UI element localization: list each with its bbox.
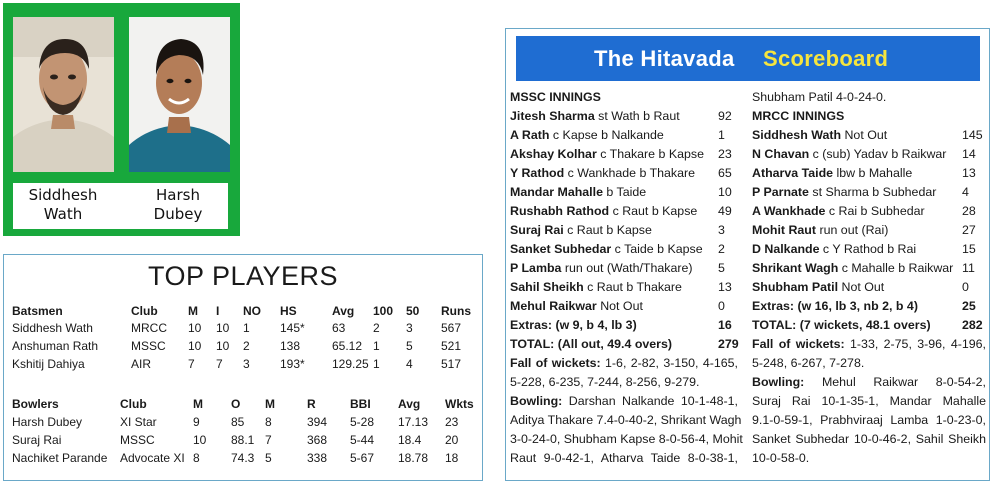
line-text: c Raut b Kapse bbox=[609, 204, 698, 218]
cell: 7 bbox=[265, 433, 272, 447]
cell: 368 bbox=[307, 433, 328, 447]
scoreboard-line bbox=[510, 240, 738, 259]
scoreboard-box bbox=[505, 28, 990, 481]
line-bold: D Nalkande bbox=[752, 242, 820, 256]
cell: 3 bbox=[243, 357, 250, 371]
scoreboard-banner bbox=[516, 36, 980, 81]
cell: Advocate XI bbox=[120, 451, 185, 465]
cell: MRCC bbox=[131, 321, 167, 335]
line-value: 1 bbox=[718, 128, 725, 142]
line-bold: TOTAL: (All out, 49.4 overs) bbox=[510, 337, 673, 351]
scoreboard-line bbox=[510, 202, 738, 221]
line-bold: Mohit Raut bbox=[752, 223, 817, 237]
cell: 145* bbox=[280, 321, 305, 335]
cell: 74.3 bbox=[231, 451, 255, 465]
cell: 129.25 bbox=[332, 357, 369, 371]
scoreboard-line bbox=[752, 297, 986, 316]
line-text: 1-33, 2-75, 3-96, 4-196, bbox=[844, 337, 986, 351]
cell: 1 bbox=[373, 339, 380, 353]
cell: 5 bbox=[406, 339, 413, 353]
line-value: 11 bbox=[962, 261, 975, 275]
player-names-card bbox=[13, 183, 228, 229]
line-bold: Y Rathod bbox=[510, 166, 565, 180]
line-value: 0 bbox=[962, 280, 969, 294]
line-text: Darshan Nalkande 10-1-48-1, bbox=[562, 394, 738, 408]
cell: 1 bbox=[243, 321, 250, 335]
scoreboard-line bbox=[752, 126, 986, 145]
line-value: 2 bbox=[718, 242, 725, 256]
batsmen-header-row bbox=[4, 302, 482, 320]
cell: XI Star bbox=[120, 415, 157, 429]
line-bold: N Chavan bbox=[752, 147, 810, 161]
line-value: 14 bbox=[962, 147, 976, 161]
line-value: 16 bbox=[718, 318, 732, 332]
line-bold: Extras: (w 9, b 4, lb 3) bbox=[510, 318, 637, 332]
line-text: 5-248, 6-267, 7-278. bbox=[752, 356, 865, 370]
line-text: c Kapse b Nalkande bbox=[549, 128, 664, 142]
line-value: 27 bbox=[962, 223, 976, 237]
cell: Siddhesh Wath bbox=[12, 321, 93, 335]
scoreboard-line bbox=[752, 335, 986, 354]
line-bold: Atharva Taide bbox=[752, 166, 834, 180]
line-bold: MSSC INNINGS bbox=[510, 90, 601, 104]
line-value: 0 bbox=[718, 299, 725, 313]
scoreboard-line bbox=[510, 411, 742, 430]
scoreboard-line bbox=[752, 411, 986, 430]
line-bold: Shubham Patil bbox=[752, 280, 839, 294]
line-text: 3-0-24-0, Shubham Kapse 8-0-56-4, Mohit bbox=[510, 432, 743, 446]
line-text: run out (Wath/Thakare) bbox=[561, 261, 693, 275]
cell: I bbox=[216, 304, 220, 318]
line-bold: Akshay Kolhar bbox=[510, 147, 597, 161]
top-players-box bbox=[3, 254, 483, 481]
line-bold: Bowling: bbox=[752, 375, 805, 389]
line-bold: Fall of wickets: bbox=[752, 337, 845, 351]
line-bold: Suraj Rai bbox=[510, 223, 564, 237]
cell: Avg bbox=[332, 304, 355, 318]
line-text: lbw b Mahalle bbox=[833, 166, 913, 180]
cell: 17.13 bbox=[398, 415, 429, 429]
line-text: c Mahalle b Raikwar bbox=[838, 261, 954, 275]
line-value: 10 bbox=[718, 185, 732, 199]
scoreboard-line bbox=[510, 297, 738, 316]
scoreboard-line bbox=[752, 107, 986, 126]
cell: 63 bbox=[332, 321, 346, 335]
scoreboard-line bbox=[510, 278, 738, 297]
player-name-2: Harsh Dubey bbox=[153, 186, 203, 223]
scoreboard-line bbox=[510, 354, 738, 373]
bowlers-row bbox=[4, 449, 482, 467]
siddhesh-wath-photo bbox=[13, 17, 114, 172]
line-value: 28 bbox=[962, 204, 976, 218]
cell: 5 bbox=[265, 451, 272, 465]
cell: 5-28 bbox=[350, 415, 375, 429]
cell: HS bbox=[280, 304, 297, 318]
line-value: 282 bbox=[962, 318, 983, 332]
cell: 8 bbox=[193, 451, 200, 465]
batsmen-row bbox=[4, 319, 482, 337]
line-bold: Sahil Sheikh bbox=[510, 280, 584, 294]
cell: 9 bbox=[193, 415, 200, 429]
cell: M bbox=[193, 397, 203, 411]
scoreboard-line bbox=[752, 430, 986, 449]
scoreboard-title-part2: Scoreboard bbox=[763, 46, 889, 71]
cell: M bbox=[188, 304, 198, 318]
line-text: Sanket Subhedar 10-0-46-2, Sahil Sheikh bbox=[752, 432, 986, 446]
line-bold: Mehul Raikwar bbox=[510, 299, 597, 313]
line-text: c Raut b Kapse bbox=[563, 223, 652, 237]
scoreboard-line bbox=[752, 221, 986, 240]
cell: Batsmen bbox=[12, 304, 63, 318]
line-text: c (sub) Yadav b Raikwar bbox=[809, 147, 947, 161]
cell: Bowlers bbox=[12, 397, 59, 411]
cell: 23 bbox=[445, 415, 459, 429]
line-text: run out (Rai) bbox=[816, 223, 889, 237]
cell: Anshuman Rath bbox=[12, 339, 99, 353]
scoreboard-line bbox=[510, 221, 738, 240]
cell: BBI bbox=[350, 397, 371, 411]
harsh-dubey-photo bbox=[129, 17, 230, 172]
scoreboard-line bbox=[510, 316, 738, 335]
scoreboard-line bbox=[510, 449, 738, 468]
line-text: Shubham Patil 4-0-24-0. bbox=[752, 90, 887, 104]
scoreboard-line bbox=[752, 202, 986, 221]
scoreboard-line bbox=[752, 259, 986, 278]
line-value: 13 bbox=[718, 280, 732, 294]
cell: 5-67 bbox=[350, 451, 375, 465]
line-bold: A Rath bbox=[510, 128, 550, 142]
line-value: 3 bbox=[718, 223, 725, 237]
cell: NO bbox=[243, 304, 261, 318]
line-text: 1-6, 2-82, 3-150, 4-165, bbox=[600, 356, 738, 370]
cell: 10 bbox=[188, 339, 202, 353]
siddhesh-wath-portrait bbox=[13, 17, 114, 172]
harsh-dubey-portrait bbox=[129, 17, 230, 172]
line-bold: Rushabh Rathod bbox=[510, 204, 610, 218]
scoreboard-line bbox=[752, 164, 986, 183]
line-value: 49 bbox=[718, 204, 732, 218]
cell: MSSC bbox=[120, 433, 155, 447]
line-bold: Jitesh Sharma bbox=[510, 109, 595, 123]
line-value: 65 bbox=[718, 166, 732, 180]
scoreboard-line bbox=[510, 107, 738, 126]
cell: MSSC bbox=[131, 339, 166, 353]
bowlers-row bbox=[4, 413, 482, 431]
scoreboard-line bbox=[510, 164, 738, 183]
line-value: 13 bbox=[962, 166, 976, 180]
scoreboard-line bbox=[510, 335, 738, 354]
line-bold: Mandar Mahalle bbox=[510, 185, 603, 199]
cell: Nachiket Parande bbox=[12, 451, 108, 465]
line-value: 4 bbox=[962, 185, 969, 199]
line-value: 15 bbox=[962, 242, 976, 256]
cell: 138 bbox=[280, 339, 301, 353]
cell: 85 bbox=[231, 415, 245, 429]
cell: 5-44 bbox=[350, 433, 375, 447]
cell: Harsh Dubey bbox=[12, 415, 83, 429]
line-bold: Fall of wickets: bbox=[510, 356, 601, 370]
line-bold: Extras: (w 16, lb 3, nb 2, b 4) bbox=[752, 299, 918, 313]
scoreboard-line bbox=[510, 88, 738, 107]
scoreboard-line bbox=[510, 259, 738, 278]
cell: 3 bbox=[406, 321, 413, 335]
line-value: 5 bbox=[718, 261, 725, 275]
cell: 88.1 bbox=[231, 433, 255, 447]
line-text: 9.1-0-59-1, Prabhviraaj Lamba 1-0-23-0, bbox=[752, 413, 986, 427]
line-text: c Wankhade b Thakare bbox=[564, 166, 696, 180]
cell: 18.4 bbox=[398, 433, 422, 447]
line-text: st Sharma b Subhedar bbox=[808, 185, 937, 199]
line-bold: Bowling: bbox=[510, 394, 563, 408]
scoreboard-line bbox=[752, 392, 986, 411]
line-text: c Thakare b Kapse bbox=[596, 147, 704, 161]
line-text: 5-228, 6-235, 7-244, 8-256, 9-279. bbox=[510, 375, 700, 389]
line-value: 23 bbox=[718, 147, 732, 161]
scoreboard-line bbox=[752, 373, 986, 392]
cell: 10 bbox=[216, 339, 230, 353]
scoreboard-line bbox=[510, 126, 738, 145]
line-text: Not Out bbox=[838, 280, 885, 294]
cell: 338 bbox=[307, 451, 328, 465]
cell: 20 bbox=[445, 433, 459, 447]
cell: 10 bbox=[188, 321, 202, 335]
cell: Suraj Rai bbox=[12, 433, 62, 447]
scoreboard-line bbox=[752, 354, 986, 373]
scoreboard-line bbox=[752, 316, 986, 335]
cell: 7 bbox=[188, 357, 195, 371]
cell: Runs bbox=[441, 304, 471, 318]
scoreboard-line bbox=[752, 145, 986, 164]
line-text: Suraj Rai 10-1-35-1, Mandar Mahalle bbox=[752, 394, 986, 408]
cell: Wkts bbox=[445, 397, 474, 411]
cell: Avg bbox=[398, 397, 421, 411]
scoreboard-line bbox=[752, 449, 986, 468]
cell: 7 bbox=[216, 357, 223, 371]
line-text: c Y Rathod b Rai bbox=[819, 242, 917, 256]
cell: 100 bbox=[373, 304, 394, 318]
cell: 567 bbox=[441, 321, 462, 335]
cell: R bbox=[307, 397, 316, 411]
line-bold: Shrikant Wagh bbox=[752, 261, 839, 275]
line-value: 145 bbox=[962, 128, 983, 142]
line-text: st Wath b Raut bbox=[594, 109, 680, 123]
cell: 2 bbox=[243, 339, 250, 353]
line-bold: P Parnate bbox=[752, 185, 809, 199]
line-text: Not Out bbox=[841, 128, 888, 142]
line-bold: Siddhesh Wath bbox=[752, 128, 842, 142]
cell: 521 bbox=[441, 339, 462, 353]
bowlers-header-row bbox=[4, 395, 482, 413]
cell: 193* bbox=[280, 357, 305, 371]
cell: 394 bbox=[307, 415, 328, 429]
cell: Kshitij Dahiya bbox=[12, 357, 85, 371]
scoreboard-title-part1: The Hitavada bbox=[594, 46, 735, 71]
player-photos-panel bbox=[3, 3, 240, 236]
line-text: Aditya Thakare 7.4-0-40-2, Shrikant Wagh bbox=[510, 413, 742, 427]
line-bold: A Wankhade bbox=[752, 204, 826, 218]
cell: 65.12 bbox=[332, 339, 363, 353]
cell: Club bbox=[131, 304, 158, 318]
scoreboard-line bbox=[510, 392, 738, 411]
line-text: b Taide bbox=[602, 185, 647, 199]
cell: AIR bbox=[131, 357, 152, 371]
line-text: Raut 9-0-42-1, Atharva Taide 8-0-38-1, bbox=[510, 451, 738, 465]
line-value: 92 bbox=[718, 109, 732, 123]
scoreboard-line bbox=[510, 145, 738, 164]
line-text: 10-0-58-0. bbox=[752, 451, 810, 465]
line-text: c Raut b Thakare bbox=[583, 280, 682, 294]
line-value: 279 bbox=[718, 337, 739, 351]
line-text: Mehul Raikwar 8-0-54-2, bbox=[804, 375, 986, 389]
line-bold: P Lamba bbox=[510, 261, 562, 275]
cell: 8 bbox=[265, 415, 272, 429]
top-players-title: TOP PLAYERS bbox=[147, 261, 339, 291]
line-text: Not Out bbox=[596, 299, 643, 313]
scoreboard-line bbox=[752, 240, 986, 259]
cell: 18.78 bbox=[398, 451, 429, 465]
cell: 4 bbox=[406, 357, 413, 371]
scoreboard-line bbox=[752, 278, 986, 297]
cell: 517 bbox=[441, 357, 462, 371]
cell: M bbox=[265, 397, 275, 411]
scoreboard-line bbox=[510, 183, 738, 202]
scoreboard-line bbox=[752, 183, 986, 202]
cell: 1 bbox=[373, 357, 380, 371]
cell: 2 bbox=[373, 321, 380, 335]
line-bold: MRCC INNINGS bbox=[752, 109, 845, 123]
scoreboard-line bbox=[510, 430, 743, 449]
cell: Club bbox=[120, 397, 147, 411]
cell: 18 bbox=[445, 451, 459, 465]
line-bold: TOTAL: (7 wickets, 48.1 overs) bbox=[752, 318, 931, 332]
line-bold: Sanket Subhedar bbox=[510, 242, 612, 256]
bowlers-row bbox=[4, 431, 482, 449]
cell: 10 bbox=[216, 321, 230, 335]
batsmen-row bbox=[4, 355, 482, 373]
line-value: 25 bbox=[962, 299, 976, 313]
cell: 10 bbox=[193, 433, 207, 447]
scoreboard-line bbox=[510, 373, 738, 392]
scoreboard-line bbox=[752, 88, 986, 107]
cell: 50 bbox=[406, 304, 420, 318]
line-text: c Rai b Subhedar bbox=[825, 204, 925, 218]
player-name-1: Siddhesh Wath bbox=[28, 186, 98, 223]
line-text: c Taide b Kapse bbox=[611, 242, 703, 256]
cell: O bbox=[231, 397, 241, 411]
batsmen-row bbox=[4, 337, 482, 355]
